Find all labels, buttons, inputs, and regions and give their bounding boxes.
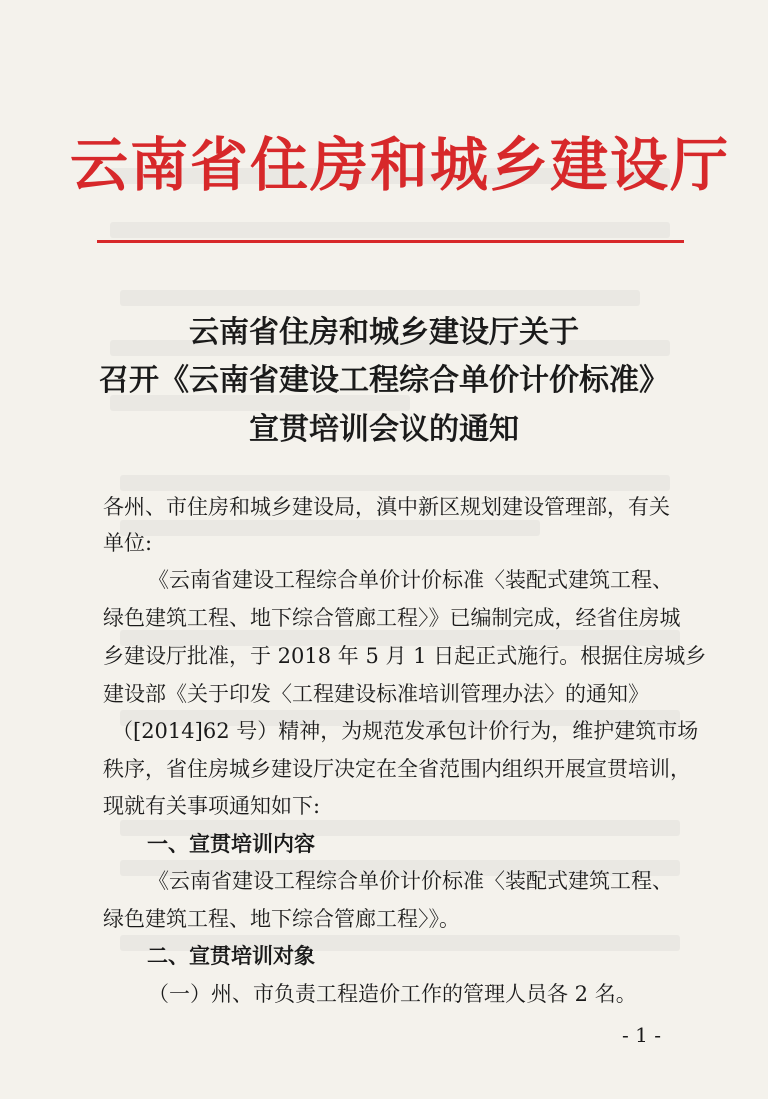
addressee-line-2: 单位: (103, 531, 153, 555)
page-number: - 1 - (622, 1023, 661, 1047)
intro-line: 建设部《关于印发〈工程建设标准培训管理办法〉的通知》 (103, 682, 649, 706)
section-2-heading: 二、宣贯培训对象 (147, 944, 315, 968)
section-1-line: 《云南省建设工程综合单价计价标准〈装配式建筑工程、 (148, 869, 673, 893)
document-title-line-3: 宣贯培训会议的通知 (249, 412, 519, 447)
intro-line: （[2014]62 号）精神，为规范发承包计价行为，维护建筑市场 (112, 719, 699, 743)
issuing-org-header: 云南省住房和城乡建设厅 (70, 131, 731, 199)
intro-line: 乡建设厅批准，于 2018 年 5 月 1 日起正式施行。根据住房城乡 (103, 644, 707, 668)
section-1-heading: 一、宣贯培训内容 (147, 832, 315, 856)
document-title-line-2: 召开《云南省建设工程综合单价计价标准》 (99, 363, 669, 398)
intro-line: 绿色建筑工程、地下综合管廊工程〉》已编制完成，经省住房城 (103, 606, 681, 630)
document-title-line-1: 云南省住房和城乡建设厅关于 (189, 315, 579, 350)
intro-line: 现就有关事项通知如下: (103, 794, 321, 818)
intro-line: 秩序，省住房城乡建设厅决定在全省范围内组织开展宣贯培训， (103, 757, 691, 781)
intro-line: 《云南省建设工程综合单价计价标准〈装配式建筑工程、 (148, 568, 673, 592)
red-divider-line (97, 240, 684, 243)
section-2-line: （一）州、市负责工程造价工作的管理人员各 2 名。 (148, 982, 637, 1006)
section-1-line: 绿色建筑工程、地下综合管廊工程〉》。 (103, 907, 460, 931)
addressee-line-1: 各州、市住房和城乡建设局，滇中新区规划建设管理部，有关 (103, 495, 670, 519)
